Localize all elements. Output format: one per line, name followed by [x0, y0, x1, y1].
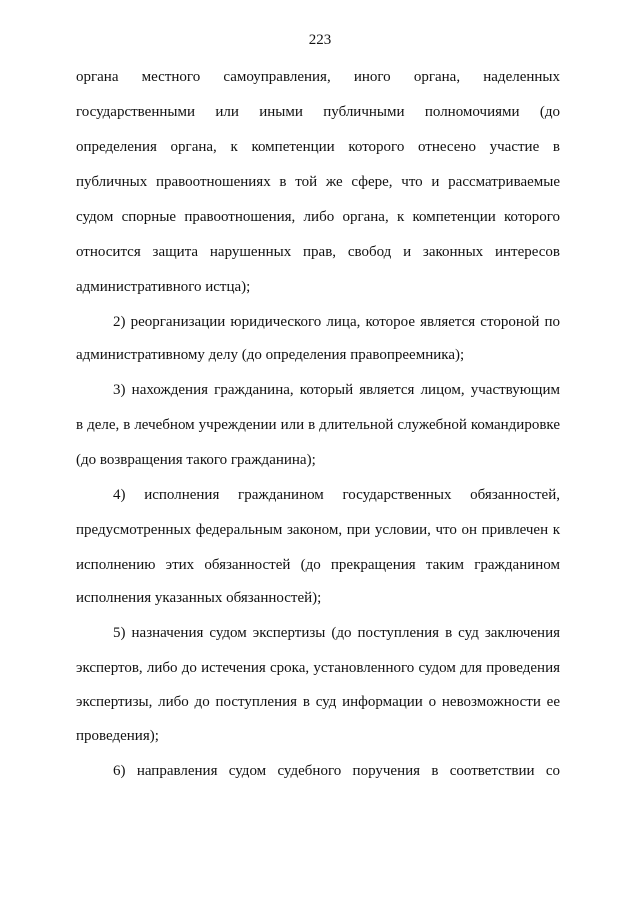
text-line: исполнения указанных обязанностей); [76, 590, 322, 606]
text-line: исполнению этих обязанностей (до прекращения таким гражданином [76, 557, 560, 573]
text-line: органа местного самоуправления, иного органа, наделенных [76, 69, 560, 85]
text-line: 6) направления судом судебного поручения в соответствии со [113, 763, 560, 779]
text-line: 3) нахождения гражданина, который является лицом, участвующим [113, 382, 560, 398]
text-line: экспертов, либо до истечения срока, установленного судом для проведения [76, 660, 560, 676]
text-line: (до возвращения такого гражданина); [76, 452, 316, 468]
text-line: проведения); [76, 728, 159, 744]
text-line: относится защита нарушенных прав, свобод и законных интересов [76, 244, 560, 260]
page-number: 223 [308, 32, 332, 48]
text-line: судом спорные правоотношения, либо органа, к компетенции которого [76, 209, 560, 225]
text-line: определения органа, к компетенции которого отнесено участие в [76, 139, 560, 155]
text-line: государственными или иными публичными полномочиями (до [76, 104, 560, 120]
text-line: публичных правоотношениях в той же сфере, что и рассматриваемые [76, 174, 560, 190]
text-line: 4) исполнения гражданином государственных обязанностей, [113, 487, 560, 503]
text-line: административного истца); [76, 279, 251, 295]
text-line: предусмотренных федеральным законом, при условии, что он привлечен к [76, 522, 560, 538]
text-line: экспертизы, либо до поступления в суд информации о невозможности ее [76, 694, 560, 710]
text-line: 5) назначения судом экспертизы (до поступления в суд заключения [113, 625, 560, 641]
text-line: в деле, в лечебном учреждении или в длительной служебной командировке [76, 417, 560, 433]
text-line: 2) реорганизации юридического лица, которое является стороной по [113, 314, 560, 330]
text-line: административному делу (до определения правопреемника); [76, 347, 465, 363]
